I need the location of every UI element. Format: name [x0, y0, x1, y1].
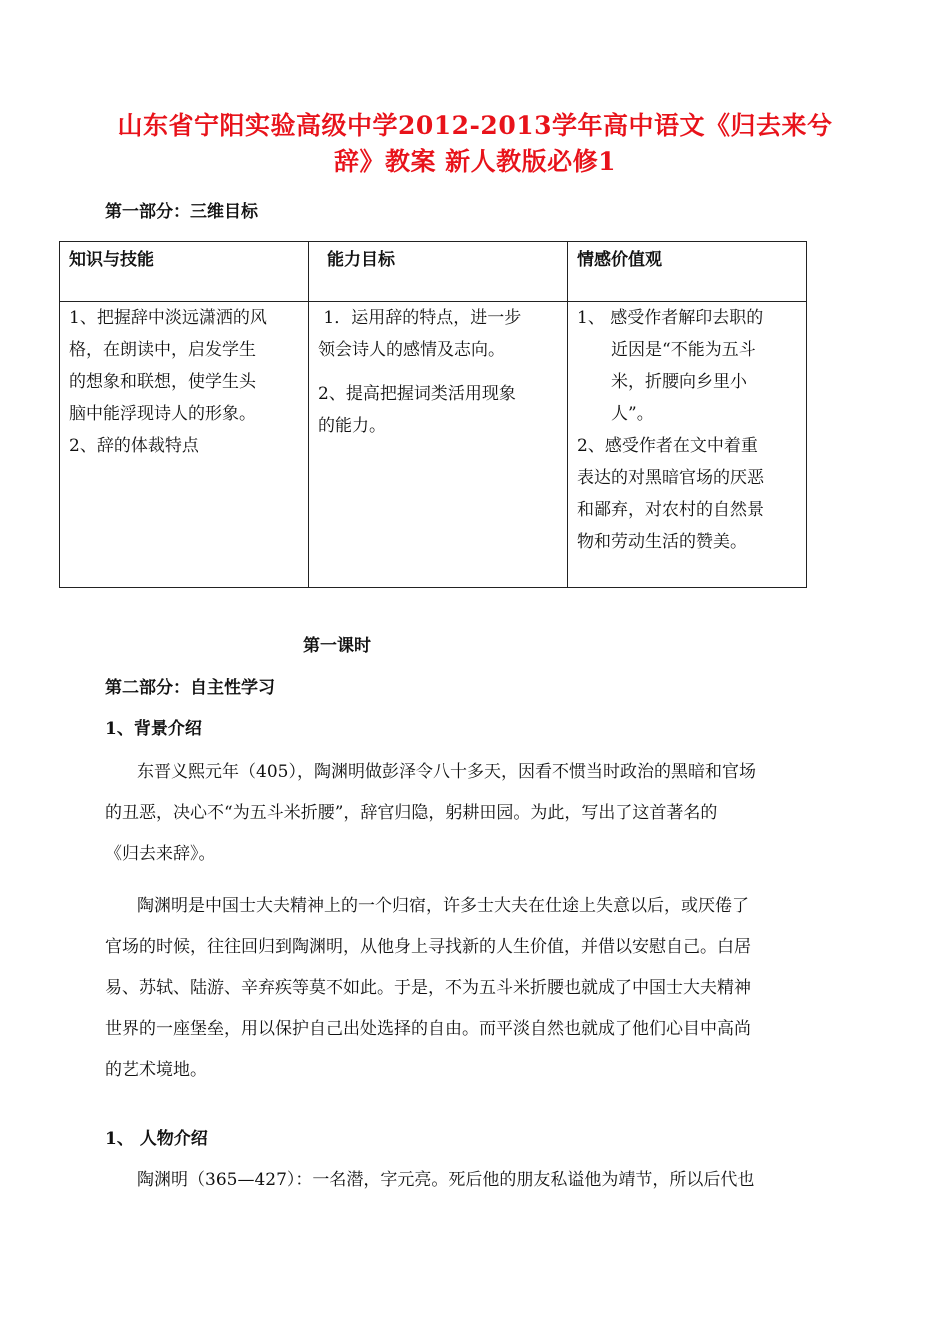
values-line: 表达的对黑暗官场的厌恶	[577, 468, 764, 488]
knowledge-line: 的想象和联想，使学生头	[69, 372, 256, 392]
values-line: 近因是“不能为五斗	[611, 340, 756, 360]
values-line: 和鄙弃，对农村的自然景	[577, 500, 764, 520]
values-line: 人”。	[611, 404, 654, 424]
values-line: 物和劳动生活的赞美。	[577, 532, 747, 552]
knowledge-line: 1、把握辞中淡远潇洒的风	[69, 308, 267, 328]
person-heading: 1、 人物介绍	[105, 1129, 208, 1149]
section2-heading: 第二部分：自主性学习	[105, 678, 275, 698]
title-line-2: 辞》教案 新人教版必修1	[333, 147, 617, 176]
para1-line: 东晋义熙元年（405），陶渊明做彭泽令八十多天，因看不惯当时政治的黑暗和官场	[137, 762, 756, 782]
knowledge-line: 2、辞的体裁特点	[69, 436, 199, 456]
background-heading: 1、背景介绍	[105, 719, 202, 739]
ability-line: 的能力。	[318, 416, 386, 436]
para2-line: 官场的时候，往往回归到陶渊明，从他身上寻找新的人生价值，并借以安慰自己。白居	[105, 937, 751, 957]
goals-table	[59, 241, 807, 588]
knowledge-line: 脑中能浮现诗人的形象。	[69, 404, 256, 424]
para2-line: 陶渊明是中国士大夫精神上的一个归宿，许多士大夫在仕途上失意以后，或厌倦了	[137, 896, 749, 916]
goals-table-body-row	[60, 302, 807, 588]
values-line: 2、感受作者在文中着重	[577, 436, 758, 456]
knowledge-cell	[60, 302, 309, 588]
ability-line: 2、提高把握词类活用现象	[318, 384, 516, 404]
background-paragraph-2	[105, 886, 847, 1091]
header-knowledge: 知识与技能	[60, 242, 309, 302]
para1-line: 《归去来辞》。	[105, 844, 216, 864]
values-line: 1、 感受作者解印去职的	[577, 308, 764, 328]
lesson-heading: 第一课时	[303, 636, 371, 656]
title-line-1: 山东省宁阳实验高级中学2012-2013学年高中语文《归去来兮	[117, 111, 833, 140]
ability-cell	[309, 302, 568, 588]
goals-table-header-row	[60, 242, 807, 302]
ability-line: 领会诗人的感情及志向。	[318, 340, 505, 360]
header-values: 情感价值观	[568, 242, 807, 302]
person-paragraph	[105, 1160, 847, 1201]
para2-line: 易、苏轼、陆游、辛弃疾等莫不如此。于是，不为五斗米折腰也就成了中国士大夫精神	[105, 978, 751, 998]
para2-line: 的艺术境地。	[105, 1060, 207, 1080]
para2-line: 世界的一座堡垒，用以保护自己出处选择的自由。而平淡自然也就成了他们心目中高尚	[105, 1019, 751, 1039]
para3-line: 陶渊明（365—427）：一名潜，字元亮。死后他的朋友私谥他为靖节，所以后代也	[137, 1170, 755, 1190]
header-ability: 能力目标	[309, 242, 568, 302]
section1-heading: 第一部分：三维目标	[105, 202, 258, 222]
ability-line: 1．运用辞的特点，进一步	[318, 308, 522, 328]
values-line: 米，折腰向乡里小	[611, 372, 747, 392]
background-paragraph-1	[105, 752, 847, 875]
para1-line: 的丑恶，决心不“为五斗米折腰”，辞官归隐，躬耕田园。为此，写出了这首著名的	[105, 803, 718, 823]
knowledge-line: 格，在朗读中，启发学生	[69, 340, 256, 360]
values-cell	[568, 302, 807, 588]
document-title	[100, 108, 850, 180]
